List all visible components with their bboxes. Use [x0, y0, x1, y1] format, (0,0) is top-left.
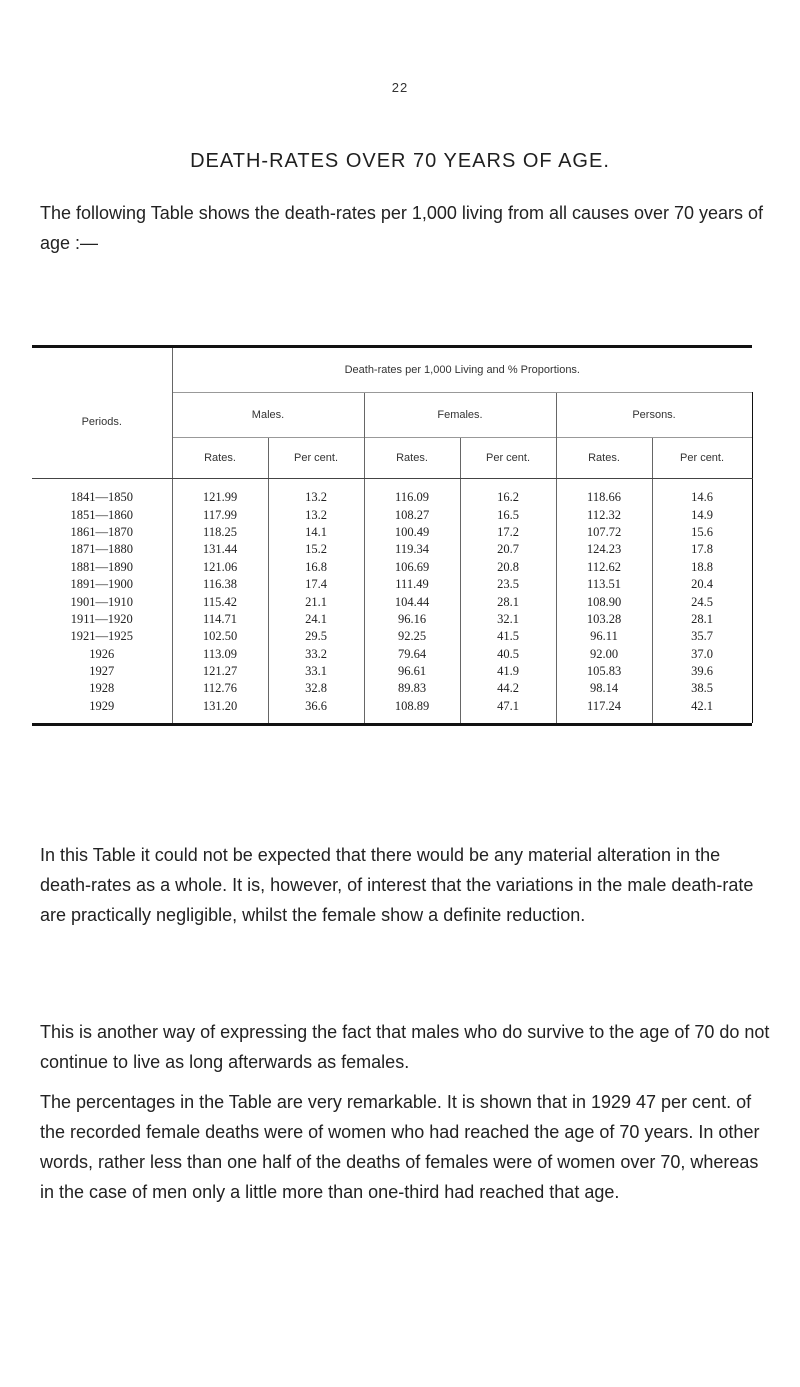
table-row [32, 646, 752, 663]
persons-percent-cell: 28.1 [652, 611, 752, 628]
females-rate-cell: 89.83 [364, 680, 460, 697]
period-cell: 1929 [89, 698, 115, 713]
males-rate-cell: 131.20 [172, 698, 268, 723]
females-percent-cell: 41.5 [460, 628, 556, 645]
females-percent-cell: 28.1 [460, 593, 556, 610]
males-rate-cell: 112.76 [172, 680, 268, 697]
males-rate-cell: 114.71 [172, 611, 268, 628]
females-rate-cell: 100.49 [364, 524, 460, 541]
females-rate-cell: 111.49 [364, 576, 460, 593]
period-cell: 1881—1890 [70, 559, 133, 574]
persons-rate-cell: 103.28 [556, 611, 652, 628]
period-cell: 1926 [89, 646, 115, 661]
females-rate-cell: 106.69 [364, 559, 460, 576]
persons-percent-cell: 17.8 [652, 541, 752, 558]
period-cell: 1927 [89, 664, 115, 679]
males-percent-cell: 15.2 [268, 541, 364, 558]
males-rate-cell: 121.27 [172, 663, 268, 680]
paragraph-2: This is another way of expressing the fact that males who do survive to the age of 70 do not continue to live as long afterwards as females. [40, 1022, 770, 1072]
males-percent-cell: 21.1 [268, 593, 364, 610]
males-percent-cell: 36.6 [268, 698, 364, 723]
persons-rate-cell: 112.62 [556, 559, 652, 576]
period-cell: 1861—1870 [70, 524, 133, 539]
females-percent-cell: 41.9 [460, 663, 556, 680]
females-rate-cell: 79.64 [364, 646, 460, 663]
persons-percent-cell: 18.8 [652, 559, 752, 576]
intro-paragraph: The following Table shows the death-rates per 1,000 living from all causes over 70 years of age :— [40, 203, 764, 253]
period-cell: 1911—1920 [70, 611, 133, 626]
males-rate-cell: 102.50 [172, 628, 268, 645]
males-percent-cell: 13.2 [268, 479, 364, 507]
persons-rate-cell: 113.51 [556, 576, 652, 593]
males-percent-header: Per cent. [268, 438, 364, 479]
females-rates-header: Rates. [364, 438, 460, 479]
males-percent-cell: 29.5 [268, 628, 364, 645]
persons-header: Persons. [556, 393, 752, 438]
persons-rate-cell: 118.66 [556, 479, 652, 507]
females-percent-cell: 20.8 [460, 559, 556, 576]
females-percent-cell: 16.5 [460, 506, 556, 523]
males-rate-cell: 121.99 [172, 479, 268, 507]
period-cell: 1921—1925 [70, 629, 133, 644]
males-header: Males. [172, 393, 364, 438]
females-percent-cell: 20.7 [460, 541, 556, 558]
persons-rates-header: Rates. [556, 438, 652, 479]
males-percent-cell: 32.8 [268, 680, 364, 697]
males-percent-cell: 14.1 [268, 524, 364, 541]
females-rate-cell: 116.09 [364, 479, 460, 507]
table-row [32, 479, 752, 507]
period-cell: 1901—1910 [70, 594, 133, 609]
males-rate-cell: 118.25 [172, 524, 268, 541]
persons-percent-cell: 37.0 [652, 646, 752, 663]
persons-percent-cell: 38.5 [652, 680, 752, 697]
persons-percent-header: Per cent. [652, 438, 752, 479]
persons-rate-cell: 108.90 [556, 593, 652, 610]
table-row [32, 680, 752, 697]
females-rate-cell: 92.25 [364, 628, 460, 645]
persons-rate-cell: 107.72 [556, 524, 652, 541]
females-percent-cell: 32.1 [460, 611, 556, 628]
table-row [32, 663, 752, 680]
table-row [32, 576, 752, 593]
males-rate-cell: 131.44 [172, 541, 268, 558]
males-percent-cell: 33.1 [268, 663, 364, 680]
females-percent-cell: 16.2 [460, 479, 556, 507]
table-row [32, 559, 752, 576]
persons-percent-cell: 15.6 [652, 524, 752, 541]
table-row [32, 628, 752, 645]
page-title: DEATH-RATES OVER 70 YEARS OF AGE. [190, 150, 610, 172]
table-row [32, 506, 752, 523]
paragraph-1: In this Table it could not be expected that there would be any material alteration in the death-rates as a whole. It is, however, of interest that the variations in the male death-rate are practically negligible, whilst the female show a definite reduction. [40, 845, 754, 925]
males-rate-cell: 116.38 [172, 576, 268, 593]
period-cell: 1851—1860 [70, 507, 133, 522]
persons-percent-cell: 14.9 [652, 506, 752, 523]
table-row [32, 524, 752, 541]
table-row [32, 593, 752, 610]
period-cell: 1928 [89, 681, 115, 696]
females-percent-cell: 44.2 [460, 680, 556, 697]
group-header: Death-rates per 1,000 Living and % Proportions. [172, 348, 752, 393]
table-row [32, 541, 752, 558]
persons-percent-cell: 35.7 [652, 628, 752, 645]
males-percent-cell: 17.4 [268, 576, 364, 593]
table-row [32, 698, 752, 723]
males-percent-cell: 24.1 [268, 611, 364, 628]
females-rate-cell: 104.44 [364, 593, 460, 610]
males-percent-cell: 16.8 [268, 559, 364, 576]
persons-rate-cell: 117.24 [556, 698, 652, 723]
persons-percent-cell: 42.1 [652, 698, 752, 723]
page-number: 22 [391, 80, 409, 95]
period-cell: 1891—1900 [70, 577, 133, 592]
females-header: Females. [364, 393, 556, 438]
females-rate-cell: 108.27 [364, 506, 460, 523]
females-rate-cell: 96.16 [364, 611, 460, 628]
males-percent-cell: 13.2 [268, 506, 364, 523]
females-rate-cell: 108.89 [364, 698, 460, 723]
males-rates-header: Rates. [172, 438, 268, 479]
period-cell: 1841—1850 [70, 490, 133, 505]
females-rate-cell: 119.34 [364, 541, 460, 558]
males-rate-cell: 115.42 [172, 593, 268, 610]
males-rate-cell: 121.06 [172, 559, 268, 576]
females-percent-cell: 47.1 [460, 698, 556, 723]
table-body [32, 479, 752, 724]
persons-rate-cell: 105.83 [556, 663, 652, 680]
females-percent-cell: 40.5 [460, 646, 556, 663]
persons-percent-cell: 39.6 [652, 663, 752, 680]
persons-percent-cell: 20.4 [652, 576, 752, 593]
males-rate-cell: 117.99 [172, 506, 268, 523]
persons-rate-cell: 92.00 [556, 646, 652, 663]
periods-header: Periods. [81, 415, 122, 428]
persons-percent-cell: 24.5 [652, 593, 752, 610]
persons-rate-cell: 124.23 [556, 541, 652, 558]
period-cell: 1871—1880 [70, 542, 133, 557]
females-percent-cell: 23.5 [460, 576, 556, 593]
persons-percent-cell: 14.6 [652, 479, 752, 507]
females-percent-header: Per cent. [460, 438, 556, 479]
females-percent-cell: 17.2 [460, 524, 556, 541]
males-percent-cell: 33.2 [268, 646, 364, 663]
females-rate-cell: 96.61 [364, 663, 460, 680]
table-row [32, 611, 752, 628]
persons-rate-cell: 112.32 [556, 506, 652, 523]
paragraph-3: The percentages in the Table are very remarkable. It is shown that in 1929 47 per cent. of the recorded female deaths were of women who had reached the age of 70 years. In other words, rather less than one half of the deaths of females were of women over 70, whereas in the case of men only a little more than one-third had reached that age. [40, 1092, 760, 1202]
persons-rate-cell: 96.11 [556, 628, 652, 645]
males-rate-cell: 113.09 [172, 646, 268, 663]
death-rates-table [32, 345, 752, 726]
persons-rate-cell: 98.14 [556, 680, 652, 697]
